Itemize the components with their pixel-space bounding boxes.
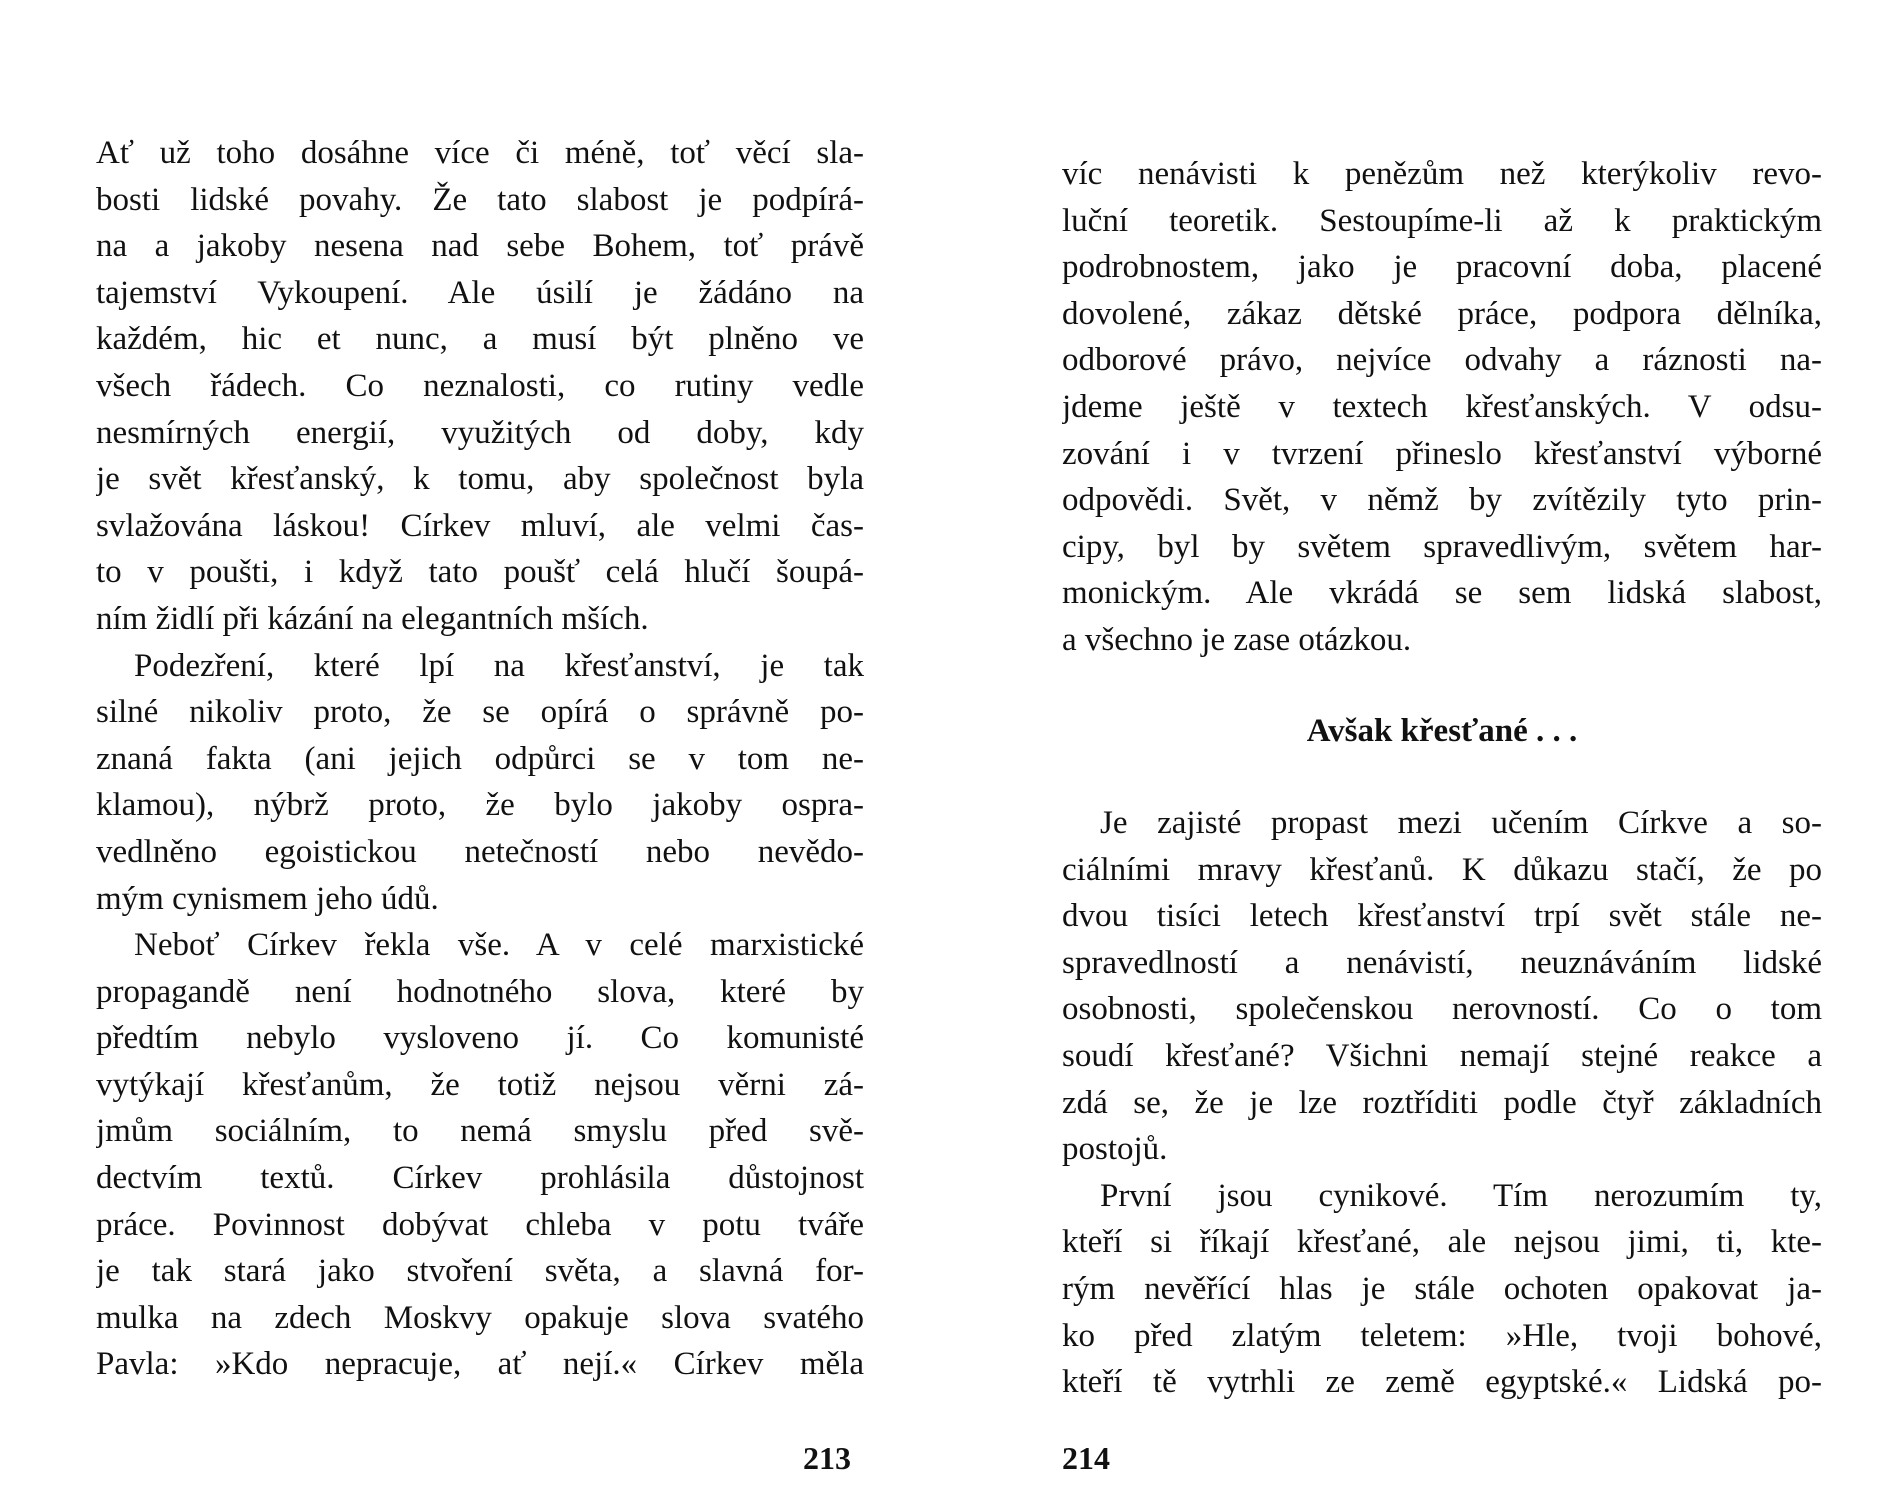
left-page-text [96,130,864,1388]
paragraph [96,643,864,923]
text-line: a všechno je zase otázkou. [1062,621,1412,658]
text-line: všech řádech. Co neznalosti, co rutiny vedle [96,367,864,404]
text-line: Neboť Církev řekla vše. A v celé marxistické [134,927,864,964]
text-line: práce. Povinnost dobývat chleba v potu tváře [96,1206,864,1243]
text-line: První jsou cynikové. Tím nerozumím ty, [1100,1177,1822,1214]
right-page [1062,0,1822,1500]
text-line: Podezření, které lpí na křesťanství, je tak [134,647,864,684]
paragraph [1062,1173,1822,1406]
text-line: odborové právo, nejvíce odvahy a ráznosti na- [1062,342,1822,379]
text-line: bosti lidské povahy. Že tato slabost je podpírá- [96,181,864,218]
section-heading: Avšak křesťané . . . [1306,713,1578,749]
text-line: svlažována láskou! Církev mluví, ale velmi čas- [96,507,864,544]
text-line: jdeme ještě v textech křesťanských. V odsu- [1062,388,1822,425]
text-line: Ať už toho dosáhne více či méně, toť věcí sla- [96,135,864,171]
text-line: soudí křesťané? Všichni nemají stejné reakce a [1062,1037,1822,1074]
text-line: spravedlností a nenávistí, neuznáváním lidské [1062,944,1822,981]
text-line: rým nevěřící hlas je stále ochoten opakovat ja- [1062,1270,1822,1307]
text-line: propagandě není hodnotného slova, které by [96,973,864,1010]
right-page-text-top [1062,151,1822,664]
text-line: odpovědi. Svět, v němž by zvítězily tyto prin- [1062,482,1822,519]
left-page [96,0,864,1500]
right-page-text-bottom [1062,800,1822,1406]
text-line: klamou), nýbrž proto, že bylo jakoby ospra- [96,787,864,824]
text-line: dectvím textů. Církev prohlásila důstojnost [96,1160,864,1197]
text-line: to v poušti, i když tato poušť celá hlučí šoupá- [96,554,864,591]
text-line: dvou tisíci letech křesťanství trpí svět stále ne- [1062,898,1822,935]
text-line: cipy, byl by světem spravedlivým, světem har- [1062,528,1822,565]
text-line: ním židlí při kázání na elegantních mších. [96,600,649,637]
paragraph [1062,151,1822,664]
text-line: zování i v tvrzení přineslo křesťanství výborné [1062,435,1822,472]
paragraph [96,130,864,643]
text-line: na a jakoby nesena nad sebe Bohem, toť právě [96,228,864,265]
text-line: vytýkají křesťanům, že totiž nejsou věrni zá- [96,1066,864,1103]
text-line: Je zajisté propast mezi učením Církve a so- [1100,805,1822,841]
paragraph [1062,800,1822,1173]
text-line: osobnosti, společenskou nerovností. Co o tom [1062,991,1822,1028]
page-number: 213 [803,1440,851,1476]
text-line: je svět křesťanský, k tomu, aby společnost byla [96,461,864,498]
text-line: luční teoretik. Sestoupíme-li až k praktickým [1062,202,1822,239]
text-line: postojů. [1062,1131,1168,1168]
text-line: dovolené, zákaz dětské práce, podpora dělníka, [1062,295,1822,332]
text-line: ciálními mravy křesťanů. K důkazu stačí, že po [1062,851,1822,888]
text-line: je tak stará jako stvoření světa, a slavná for- [96,1253,864,1290]
text-line: vedlněno egoistickou netečností nebo nevědo- [96,833,864,870]
text-line: tajemství Vykoupení. Ale úsilí je žádáno na [96,274,864,311]
text-line: kteří si říkají křesťané, ale nejsou jimi, ti, kte- [1062,1224,1822,1261]
text-line: silné nikoliv proto, že se opírá o správně po- [96,694,864,731]
text-line: monickým. Ale vkrádá se sem lidská slabost, [1062,575,1822,612]
text-line: mulka na zdech Moskvy opakuje slova svatého [96,1299,864,1336]
text-line: jmům sociálním, to nemá smyslu před svě- [96,1113,864,1150]
text-line: každém, hic et nunc, a musí být plněno ve [96,321,864,358]
text-line: ko před zlatým teletem: »Hle, tvoji bohové, [1062,1317,1822,1354]
text-line: víc nenávisti k penězům než kterýkoliv revo- [1062,156,1822,192]
text-line: znaná fakta (ani jejich odpůrci se v tom ne- [96,740,864,777]
text-line: kteří tě vytrhli ze země egyptské.« Lidská po- [1062,1364,1822,1401]
text-line: mým cynismem jeho údů. [96,880,439,917]
paragraph [96,922,864,1388]
text-line: podrobnostem, jako je pracovní doba, placené [1062,249,1822,286]
text-line: předtím nebylo vysloveno jí. Co komunisté [96,1020,864,1057]
text-line: zdá se, že je lze roztříditi podle čtyř základních [1062,1084,1822,1121]
page-number: 214 [1062,1440,1110,1476]
text-line: Pavla: »Kdo nepracuje, ať nejí.« Církev měla [96,1346,864,1383]
text-line: nesmírných energií, využitých od doby, kdy [96,414,864,451]
